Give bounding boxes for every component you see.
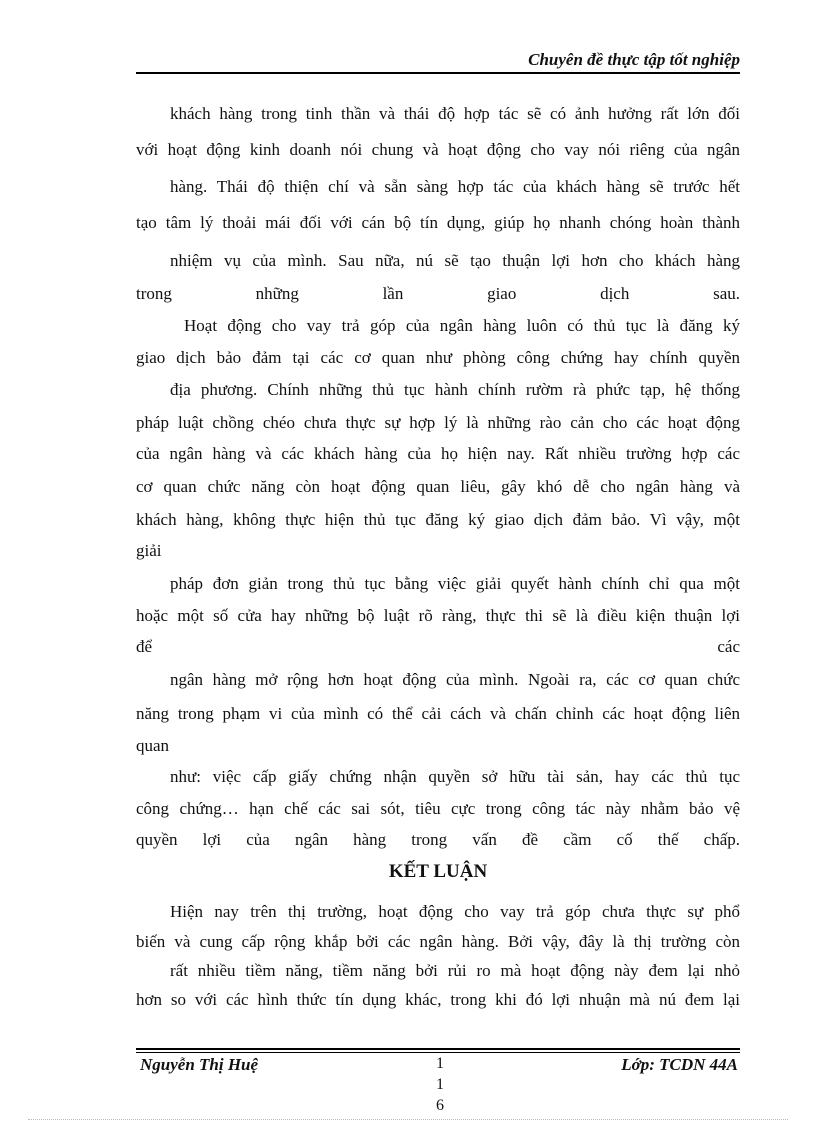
body-line: như: việc cấp giấy chứng nhận quyền sở hữu tài sản, hay các thủ tục: [170, 767, 740, 786]
body-line: pháp đơn giản trong thủ tục bằng việc giải quyết hành chính chỉ qua một: [170, 574, 740, 593]
body-line: của ngân hàng và các khách hàng của họ hiện nay. Rất nhiều trường hợp các: [136, 444, 740, 463]
body-line: quyền lợi của ngân hàng trong vấn đề cầm cố thế chấp.: [136, 830, 740, 849]
body-line: cơ quan chức năng còn hoạt động quan liêu, gây khó dễ cho ngân hàng và: [136, 477, 740, 496]
footer-author: Nguyễn Thị Huệ: [140, 1055, 259, 1074]
conclusion-line: rất nhiều tiềm năng, tiềm năng bởi rủi ro mà hoạt động này đem lại nhỏ: [170, 961, 740, 980]
body-line: nhiệm vụ của mình. Sau nữa, nú sẽ tạo thuận lợi hơn cho khách hàng: [170, 251, 740, 270]
footer-class: Lớp: TCDN 44A: [621, 1055, 738, 1074]
conclusion-line: hơn so với các hình thức tín dụng khác, trong khi đó lợi nhuận mà nú đem lại: [136, 990, 740, 1009]
body-line: pháp luật chồng chéo chưa thực sự hợp lý là những rào cản cho các hoạt động: [136, 413, 740, 432]
conclusion-heading: KẾT LUẬN: [388, 861, 488, 882]
body-line: địa phương. Chính những thủ tục hành chính rườm rà phức tạp, hệ thống: [170, 380, 740, 399]
body-line: công chứng… hạn chế các sai sót, tiêu cực trong công tác này nhằm bảo vệ: [136, 799, 740, 818]
body-line: quan: [136, 736, 170, 755]
page-number-digit: 1: [436, 1055, 444, 1072]
header-title: Chuyên đề thực tập tốt nghiệp: [528, 50, 740, 69]
body-line: với hoạt động kinh doanh nói chung và hoạt động cho vay nói riêng của ngân: [136, 140, 740, 159]
body-line: giao dịch bảo đảm tại các cơ quan như phòng công chứng hay chính quyền: [136, 348, 740, 367]
body-line: tạo tâm lý thoải mái đối với cán bộ tín dụng, giúp họ nhanh chóng hoàn thành: [136, 213, 740, 232]
page-number-digit: 1: [436, 1076, 444, 1093]
conclusion-line: Hiện nay trên thị trường, hoạt động cho vay trả góp chưa thực sự phổ: [170, 902, 740, 921]
conclusion-line: biến và cung cấp rộng khắp bởi các ngân hàng. Bởi vậy, đây là thị trường còn: [136, 932, 740, 951]
body-line: Hoạt động cho vay trả góp của ngân hàng luôn có thủ tục là đăng ký: [184, 316, 740, 335]
footer-rule: [136, 1048, 740, 1050]
body-line: khách hàng, không thực hiện thủ tục đăng ký giao dịch đảm bảo. Vì vậy, một: [136, 510, 740, 529]
body-line: để các: [136, 637, 740, 656]
page-edge-dotted: [28, 1119, 788, 1120]
body-line: trong những lần giao dịch sau.: [136, 284, 740, 303]
page-number-digit: 6: [436, 1097, 444, 1114]
body-line: ngân hàng mở rộng hơn hoạt động của mình. Ngoài ra, các cơ quan chức: [170, 670, 740, 689]
page-number: [420, 1053, 460, 1116]
header-rule: [136, 72, 740, 74]
body-line: khách hàng trong tinh thần và thái độ hợp tác sẽ có ảnh hưởng rất lớn đối: [170, 104, 740, 123]
body-line: năng trong phạm vi của mình có thể cải cách và chấn chỉnh các hoạt động liên: [136, 704, 740, 723]
body-line: hàng. Thái độ thiện chí và sẵn sàng hợp tác của khách hàng sẽ trước hết: [170, 177, 740, 196]
body-line: hoặc một số cửa hay những bộ luật rõ ràng, thực thi sẽ là điều kiện thuận lợi: [136, 606, 740, 625]
body-line: giải: [136, 541, 162, 560]
